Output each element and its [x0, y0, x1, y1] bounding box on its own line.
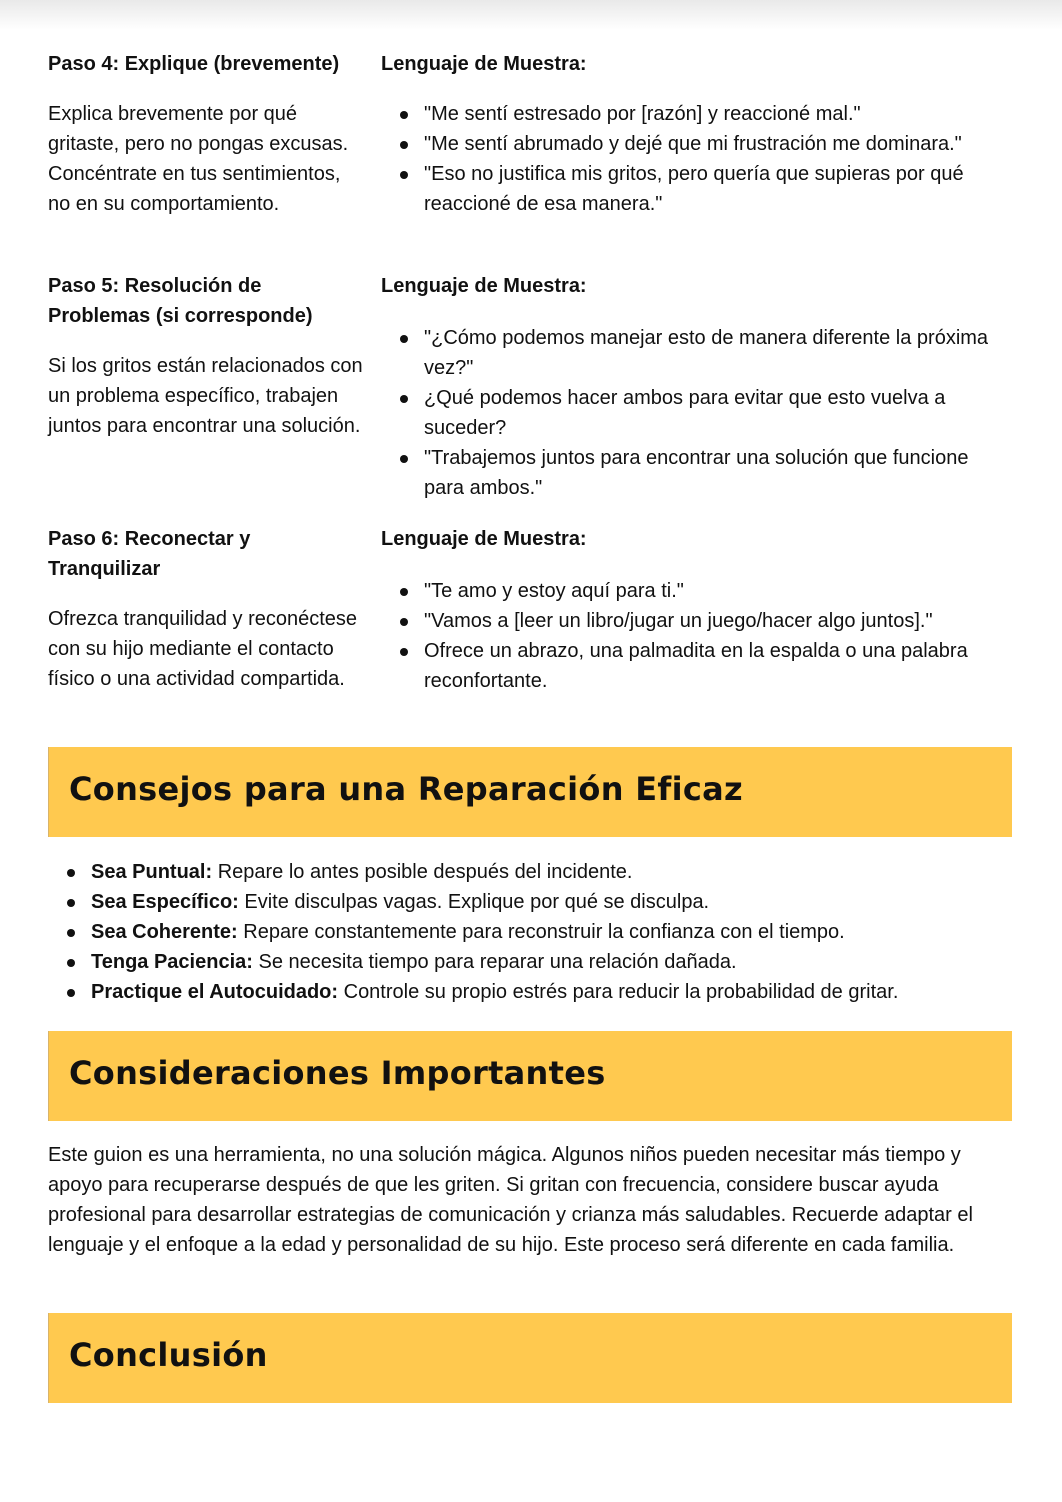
step-title: Paso 6: Reconectar y Tranquilizar	[48, 528, 251, 580]
step-description: Ofrezca tranquilidad y reconéctese con su hijo mediante el contacto físico o una actividad compartida.	[48, 608, 358, 690]
tip-label: Sea Coherente:	[91, 921, 238, 943]
tip-label: Tenga Paciencia:	[91, 951, 253, 973]
tip-text: Evite disculpas vagas. Explique por qué se disculpa.	[238, 891, 710, 913]
sample-list	[381, 323, 1012, 503]
tip-text: Controle su propio estrés para reducir la probabilidad de gritar.	[338, 981, 899, 1003]
section-heading: Consejos para una Reparación Eficaz	[69, 770, 743, 808]
sample-item: ¿Qué podemos hacer ambos para evitar que esto vuelva a suceder?	[424, 383, 1012, 443]
considerations-banner	[48, 1031, 1012, 1121]
sample-list	[381, 99, 1012, 219]
step-description: Explica brevemente por qué gritaste, pero no pongas excusas. Concéntrate en tus sentimientos, no en su comportamiento.	[48, 103, 349, 215]
sample-title: Lenguaje de Muestra:	[381, 53, 587, 75]
tip-text: Repare constantemente para reconstruir la confianza con el tiempo.	[237, 921, 845, 943]
considerations-text: Este guion es una herramienta, no una solución mágica. Algunos niños pueden necesitar más tiempo y apoyo para recuperarse después de que les griten. Si gritan con frecuencia, considere buscar ayuda profesional para desarrollar estrategias de comunicación y crianza más saludables. Recuerde adaptar el lenguaje y el enfoque a la edad y personalidad de su hijo. Este proceso será diferente en cada familia.	[48, 1144, 973, 1256]
step-title: Paso 4: Explique (brevemente)	[48, 53, 340, 75]
tip-text: Repare lo antes posible después del incidente.	[212, 861, 633, 883]
sample-item: "Te amo y estoy aquí para ti."	[424, 576, 1012, 606]
tip-item	[91, 977, 1012, 1007]
section-heading: Consideraciones Importantes	[69, 1054, 606, 1092]
tip-label: Practique el Autocuidado:	[91, 981, 339, 1003]
section-heading: Conclusión	[69, 1336, 268, 1374]
sample-list	[381, 576, 1012, 696]
step-description: Si los gritos están relacionados con un problema específico, trabajen juntos para encontrar una solución.	[48, 355, 363, 437]
tips-list	[48, 857, 1012, 1007]
step-title: Paso 5: Resolución de Problemas (si corresponde)	[48, 275, 313, 327]
sample-title: Lenguaje de Muestra:	[381, 275, 587, 297]
sample-item: "¿Cómo podemos manejar esto de manera diferente la próxima vez?"	[424, 323, 1012, 383]
tip-item	[91, 917, 1012, 947]
sample-title: Lenguaje de Muestra:	[381, 528, 587, 550]
sample-item: "Vamos a [leer un libro/jugar un juego/hacer algo juntos]."	[424, 606, 1012, 636]
tip-label: Sea Puntual:	[91, 861, 213, 883]
tip-item	[91, 887, 1012, 917]
top-shadow	[0, 0, 1062, 30]
sample-item: Ofrece un abrazo, una palmadita en la espalda o una palabra reconfortante.	[424, 636, 1012, 696]
conclusion-banner	[48, 1313, 1012, 1403]
sample-item: "Eso no justifica mis gritos, pero quería que supieras por qué reaccioné de esa manera."	[424, 159, 1012, 219]
tip-label: Sea Específico:	[91, 891, 239, 913]
sample-item: "Trabajemos juntos para encontrar una solución que funcione para ambos."	[424, 443, 1012, 503]
sample-item: "Me sentí estresado por [razón] y reaccioné mal."	[424, 99, 1012, 129]
tip-item	[91, 947, 1012, 977]
tips-banner	[48, 747, 1012, 837]
sample-item: "Me sentí abrumado y dejé que mi frustración me dominara."	[424, 129, 1012, 159]
tip-text: Se necesita tiempo para reparar una relación dañada.	[252, 951, 737, 973]
tip-item	[91, 857, 1012, 887]
